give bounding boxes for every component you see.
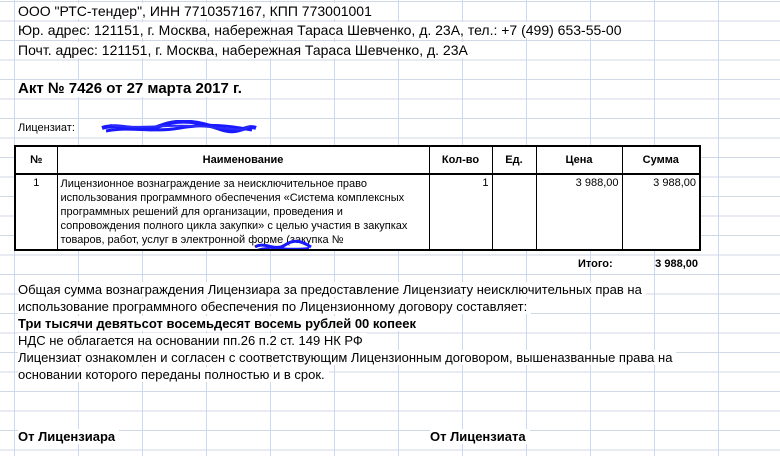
table-row xyxy=(15,174,700,250)
sum-paragraph-line1: Общая сумма вознаграждения Лицензиара за предоставление Лицензиату неисключительных прав на xyxy=(18,282,646,297)
cell-qty: 1 xyxy=(429,174,492,250)
col-header-qty: Кол-во xyxy=(429,146,492,174)
licensee-signature-label: От Лицензиата xyxy=(430,429,530,444)
col-header-price: Цена xyxy=(536,146,622,174)
act-title: Акт № 7426 от 27 марта 2017 г. xyxy=(18,80,248,97)
agreement-paragraph-line1: Лицензиат ознакомлен и согласен с соответствующим Лицензионным договором, вышеназванные права на xyxy=(18,350,676,365)
cell-sum: 3 988,00 xyxy=(622,174,700,250)
redaction-scribble xyxy=(253,239,313,250)
sum-paragraph-line2: использование программного обеспечения по Лицензионному договору составляет: xyxy=(18,299,531,314)
total-label: Итого: xyxy=(578,258,613,270)
cell-name xyxy=(57,174,429,250)
cell-unit xyxy=(492,174,536,250)
postal-address: Почт. адрес: 121151, г. Москва, набережная Тараса Шевченко, д. 23А xyxy=(18,42,472,58)
col-header-unit: Ед. xyxy=(492,146,536,174)
table-header-row xyxy=(15,146,700,174)
cell-name-text: Лицензионное вознаграждение за неисключительное право использования программного обеспечения «Система комплексных программных решений для организации, проведения и сопровождения полного цикла закупки» с целью участия в закупках товаров, работ, услуг в электронной форме (закупка № xyxy=(60,178,408,246)
col-header-num: № xyxy=(15,146,57,174)
cell-num: 1 xyxy=(15,174,57,250)
licensee-label: Лицензиат: xyxy=(18,122,75,134)
redaction-scribble xyxy=(100,120,260,136)
total-value: 3 988,00 xyxy=(655,258,698,270)
vat-note: НДС не облагается на основании пп.26 п.2 ст. 149 НК РФ xyxy=(18,333,367,348)
company-line: ООО "РТС-тендер", ИНН 7710357167, КПП 773001001 xyxy=(18,3,376,19)
agreement-paragraph-line2: основании которого переданы полностью и в срок. xyxy=(18,367,329,382)
col-header-name: Наименование xyxy=(57,146,429,174)
items-table xyxy=(14,145,701,251)
cell-price: 3 988,00 xyxy=(536,174,622,250)
col-header-sum: Сумма xyxy=(622,146,700,174)
legal-address: Юр. адрес: 121151, г. Москва, набережная Тараса Шевченко, д. 23А, тел.: +7 (499) 653-55-00 xyxy=(18,22,626,38)
amount-in-words: Три тысячи девятьсот восемьдесят восемь рублей 00 копеек xyxy=(18,316,420,331)
licensor-signature-label: От Лицензиара xyxy=(18,429,119,444)
